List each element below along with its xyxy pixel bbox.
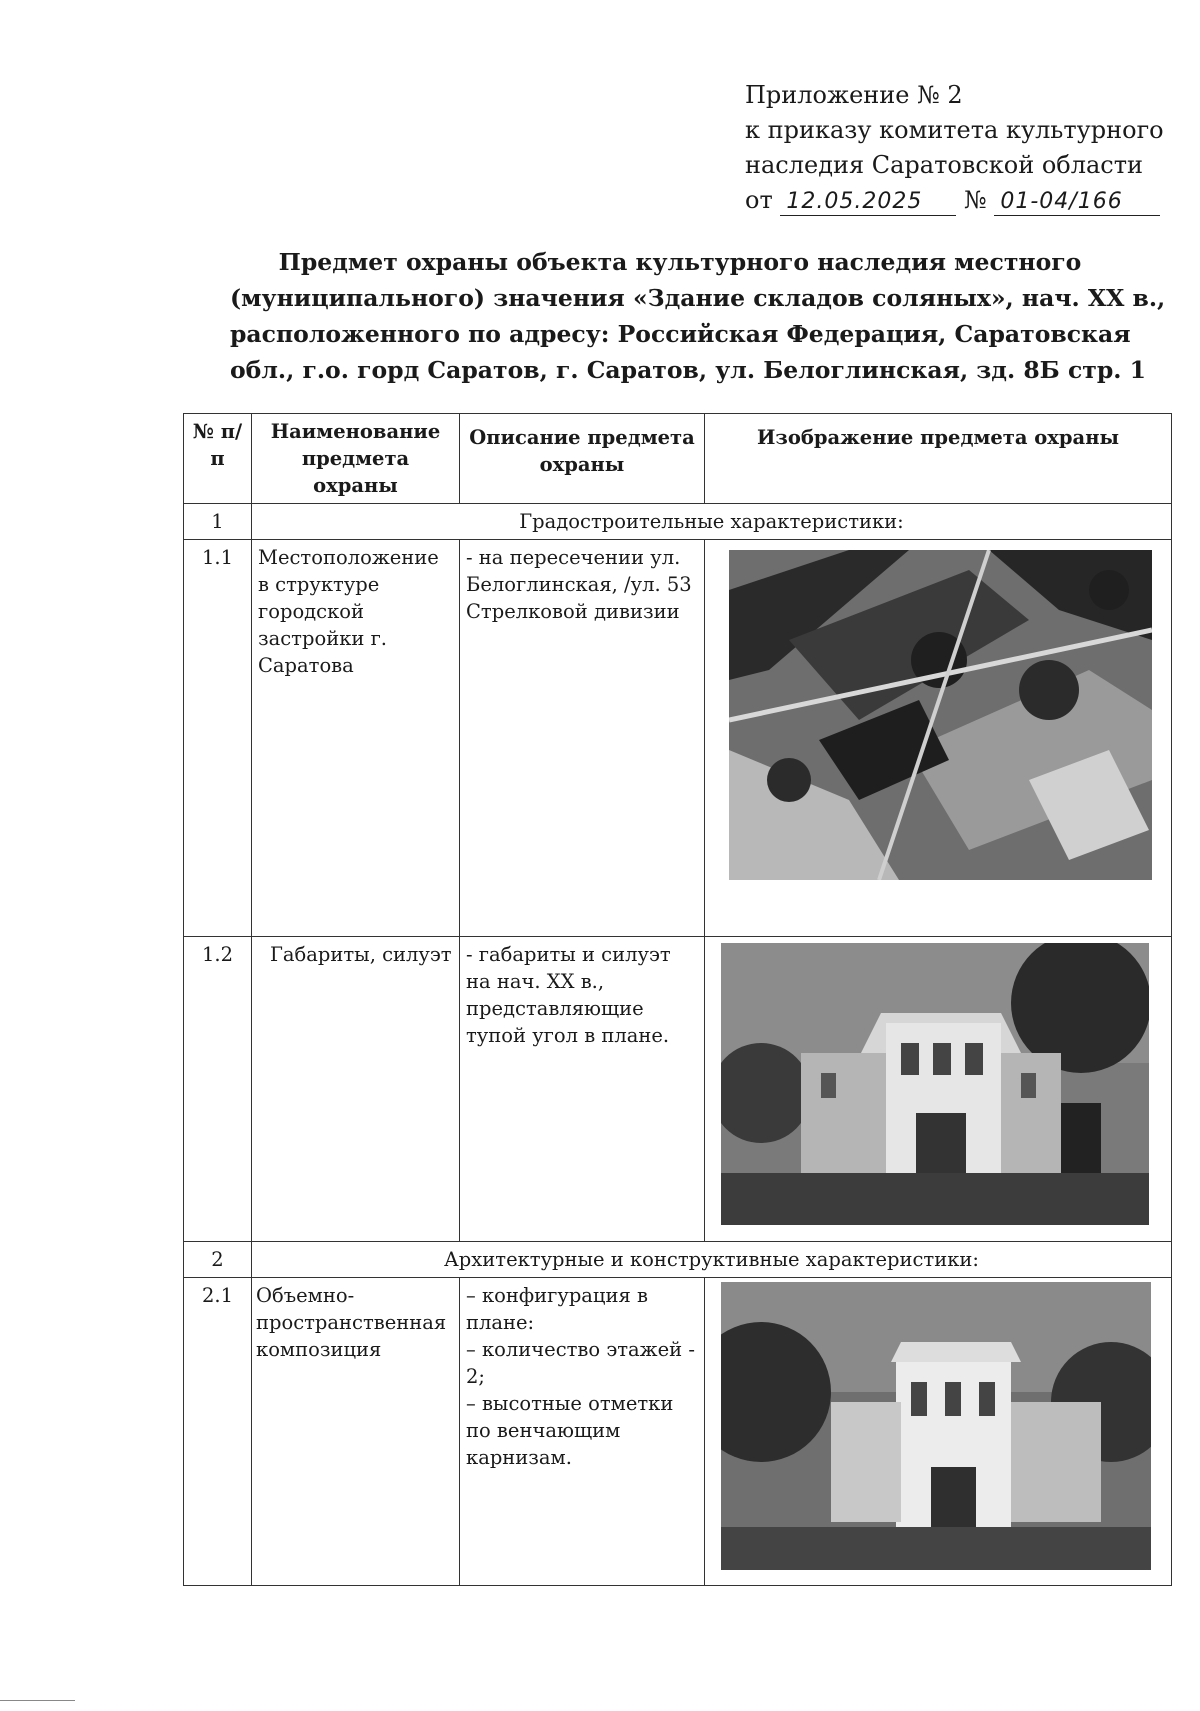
appendix-date-line: [745, 183, 1164, 218]
table-row: [184, 1278, 1172, 1586]
order-date: 12.05.2025: [780, 189, 956, 216]
facade-photo-icon: [721, 1282, 1151, 1570]
row-image-cell: [705, 540, 1172, 937]
row-num: 1.1: [184, 540, 252, 937]
table-row: [184, 540, 1172, 937]
header-num: № п/п: [184, 414, 252, 504]
header-desc: Описание предмета охраны: [460, 414, 705, 504]
table-header-row: [184, 414, 1172, 504]
row-name: Габариты, силуэт: [252, 937, 460, 1242]
row-num: 2.1: [184, 1278, 252, 1586]
title-line4: обл., г.о. горд Саратов, г. Саратов, ул. Белоглинская, зд. 8Б стр. 1: [230, 356, 1146, 384]
row-desc: [460, 1278, 705, 1586]
row-image-cell: [705, 937, 1172, 1242]
header-name: Наименование предмета охраны: [252, 414, 460, 504]
row-desc: - на пересечении ул. Белоглинская, /ул. 53 Стрелковой дивизии: [460, 540, 705, 937]
desc-line: – количество этажей - 2;: [466, 1338, 695, 1388]
row-desc: - габариты и силуэт на нач. XX в., представляющие тупой угол в плане.: [460, 937, 705, 1242]
aerial-photo-icon: [729, 550, 1152, 880]
appendix-line3: наследия Саратовской области: [745, 151, 1144, 179]
date-prefix: от: [745, 186, 773, 214]
desc-line: – конфигурация в плане:: [466, 1284, 648, 1334]
title-line1: Предмет охраны объекта культурного наследия местного: [278, 248, 1082, 276]
section-label: Градостроительные характеристики:: [252, 504, 1172, 540]
section-row: [184, 1242, 1172, 1278]
section-num: 2: [184, 1242, 252, 1278]
protection-table: [183, 413, 1172, 1586]
section-label: Архитектурные и конструктивные характеристики:: [252, 1242, 1172, 1278]
table-row: [184, 937, 1172, 1242]
row-name: Объемно-пространственная композиция: [252, 1278, 460, 1586]
document-title: [230, 244, 1166, 388]
header-image: Изображение предмета охраны: [705, 414, 1172, 504]
building-photo-icon: [721, 943, 1149, 1225]
order-number: 01-04/166: [994, 189, 1160, 216]
desc-line: – высотные отметки по венчающим карнизам.: [466, 1392, 674, 1469]
appendix-header: [745, 78, 1164, 218]
section-num: 1: [184, 504, 252, 540]
section-row: [184, 504, 1172, 540]
title-line2: (муниципального) значения «Здание складов соляных», нач. XX в.,: [230, 284, 1166, 312]
row-num: 1.2: [184, 937, 252, 1242]
row-name: Местоположение в структуре городской застройки г. Саратова: [252, 540, 460, 937]
page-edge-mark: [0, 1700, 75, 1701]
row-image-cell: [705, 1278, 1172, 1586]
appendix-line2: к приказу комитета культурного: [745, 116, 1164, 144]
title-line3: расположенного по адресу: Российская Федерация, Саратовская: [230, 320, 1131, 348]
number-prefix: №: [964, 186, 987, 214]
appendix-line1: Приложение № 2: [745, 81, 963, 109]
